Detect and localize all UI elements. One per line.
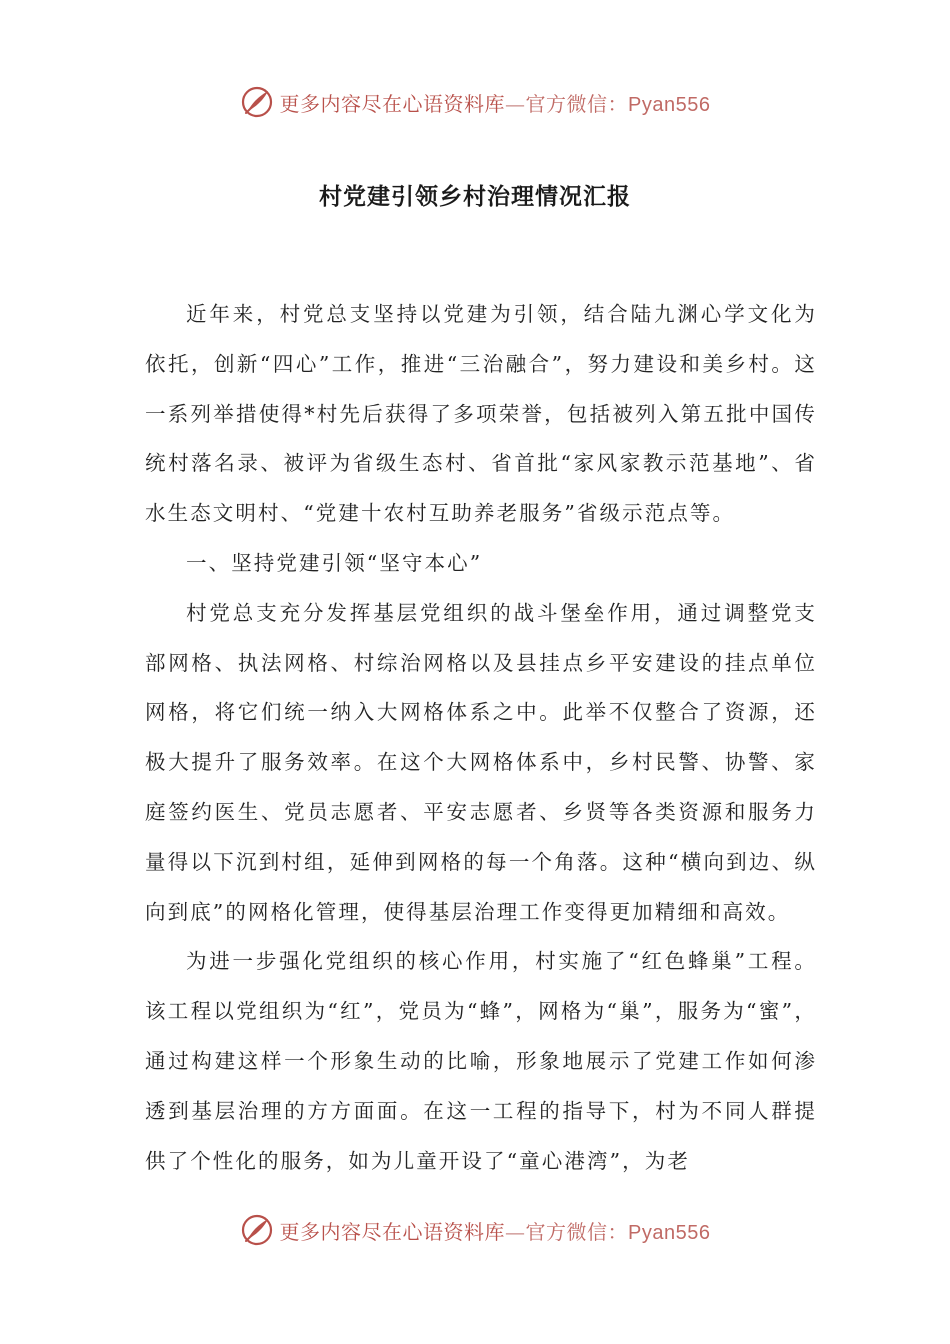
watermark-header [0, 82, 950, 122]
quill-logo-icon [240, 85, 274, 119]
section-heading-1: 一、坚持党建引领“坚守本心” [186, 550, 483, 575]
watermark-brand: 更多内容尽在心语资料库 [279, 91, 506, 116]
watermark-brand: 更多内容尽在心语资料库 [279, 1219, 506, 1244]
paragraph-red-honeycomb: 为进一步强化党组织的核心作用，村实施了“红色蜂巢”工程。该工程以党组织为“红”，党员为“蜂”，网格为“巢”，服务为“蜜”，通过构建这样一个形象生动的比喻，形象地展示了党建工作如何渗透到基层治理的方方面面。在这一工程的指导下，村为不同人群提供了个性化的服务，如为儿童开设了“童心港湾”，为老 [145, 949, 817, 1173]
watermark-wechat-id: Pyan556 [628, 93, 711, 116]
quill-logo-icon [240, 1213, 274, 1247]
watermark-official: 官方微信： [525, 91, 629, 116]
paragraph-grid-management: 村党总支充分发挥基层党组织的战斗堡垒作用，通过调整党支部网格、执法网格、村综治网格以及县挂点乡平安建设的挂点单位网格，将它们统一纳入大网格体系之中。此举不仅整合了资源，还极大提升了服务效率。在这个大网格体系中，乡村民警、协警、家庭签约医生、党员志愿者、平安志愿者、乡贤等各类资源和服务力量得以下沉到村组，延伸到网格的每一个角落。这种“横向到边、纵向到底”的网格化管理，使得基层治理工作变得更加精细和高效。 [145, 600, 817, 924]
watermark-text [280, 88, 711, 117]
watermark-text [280, 1216, 711, 1245]
paragraph-intro: 近年来，村党总支坚持以党建为引领，结合陆九渊心学文化为依托，创新“四心”工作，推进“三治融合”，努力建设和美乡村。这一系列举措使得*村先后获得了多项荣誉，包括被列入第五批中国传统村落名录、被评为省级生态村、省首批“家风家教示范基地”、省水生态文明村、“党建十农村互助养老服务”省级示范点等。 [145, 302, 817, 526]
watermark-dash: — [505, 91, 526, 116]
watermark-official: 官方微信： [525, 1219, 629, 1244]
watermark-dash: — [505, 1219, 526, 1244]
watermark-footer [0, 1210, 950, 1250]
document-title: 村党建引领乡村治理情况汇报 [319, 184, 631, 210]
watermark-wechat-id: Pyan556 [628, 1221, 711, 1244]
document-body [145, 290, 817, 1186]
